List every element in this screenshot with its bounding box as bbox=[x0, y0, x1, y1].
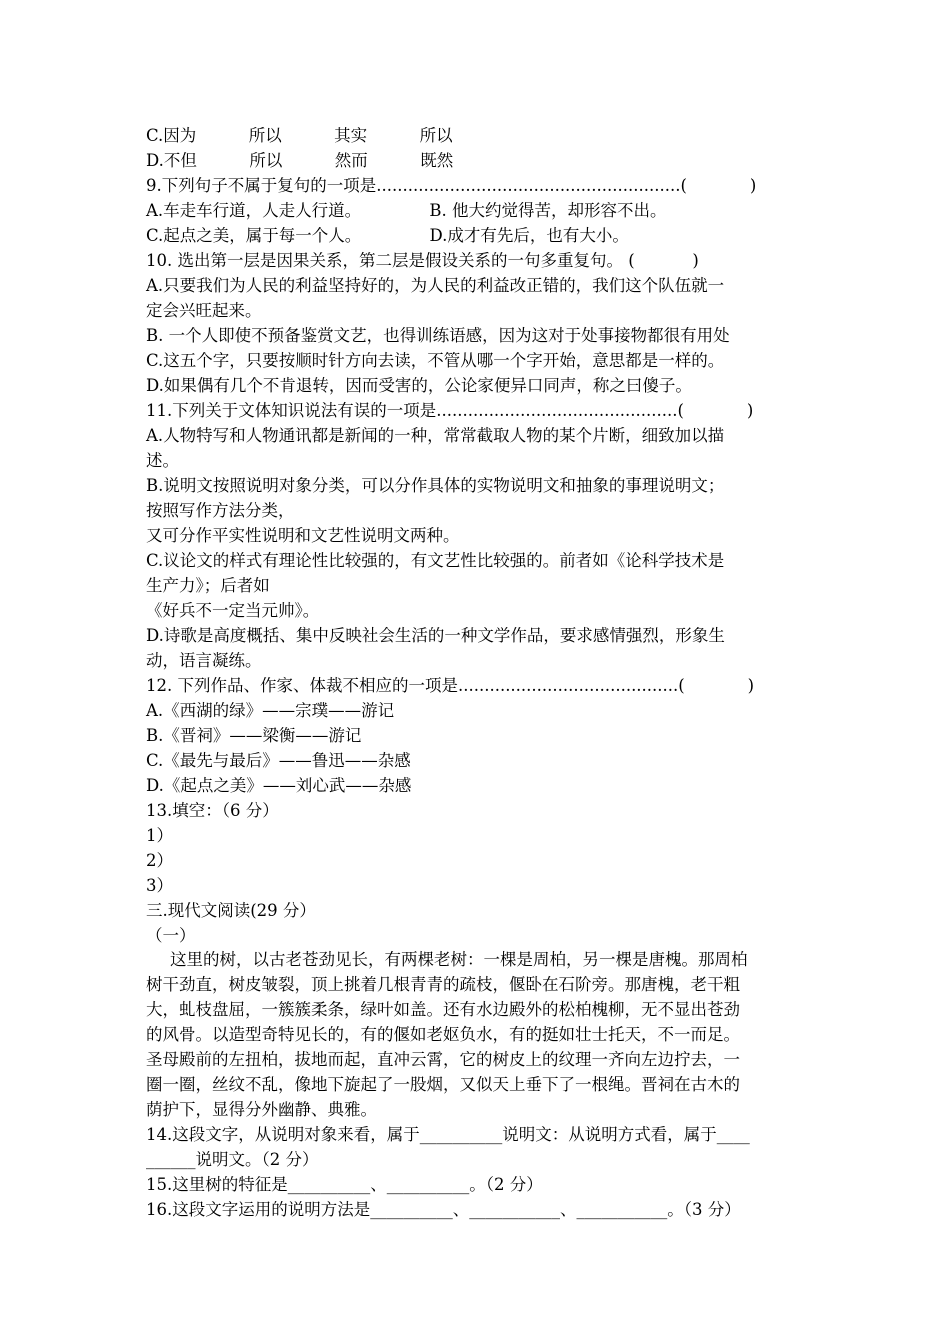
q9-stem: 9.下列句子不属于复句的一项是..........................................................( ) bbox=[146, 176, 757, 195]
q11-option-b: B.说明文按照说明对象分类，可以分作具体的实物说明文和抽象的事理说明文； bbox=[146, 476, 725, 495]
q11-option-c: C.议论文的样式有理论性比较强的，有文艺性比较强的。前者如《论科学技术是 bbox=[146, 551, 725, 570]
passage-line-3: 大，虬枝盘屈，一簇簇柔条，绿叶如盖。还有水边殿外的松柏槐柳，无不显出苍劲 bbox=[146, 1000, 740, 1019]
passage-line-7: 荫护下，显得分外幽静、典雅。 bbox=[146, 1100, 377, 1119]
section-3-heading: 三.现代文阅读(29 分） bbox=[146, 901, 316, 920]
q8-option-c: C.因为 所以 其实 所以 bbox=[146, 126, 453, 145]
q10-option-b: B. 一个人即使不预备鉴赏文艺，也得训练语感，因为这对于处事接物都很有用处 bbox=[146, 326, 730, 345]
q11-option-c-cont2: 《好兵不一定当元帅》。 bbox=[146, 601, 320, 620]
q11-stem: 11.下列关于文体知识说法有误的一项是..............................................( ) bbox=[146, 401, 754, 420]
q12-option-d: D.《起点之美》——刘心武——杂感 bbox=[146, 776, 412, 795]
q14-stem-cont: ______说明文。（2 分） bbox=[146, 1150, 319, 1169]
q12-option-c: C.《最先与最后》——鲁迅——杂感 bbox=[146, 751, 411, 770]
passage-line-5: 圣母殿前的左扭柏，拔地而起，直冲云霄，它的树皮上的纹理一齐向左边拧去，一 bbox=[146, 1050, 740, 1069]
q11-option-b-cont2: 又可分作平实性说明和文艺性说明文两种。 bbox=[146, 526, 460, 545]
q11-option-a: A.人物特写和人物通讯都是新闻的一种，常常截取人物的某个片断，细致加以描 bbox=[146, 426, 725, 445]
passage-line-6: 圈一圈，丝纹不乱，像地下旋起了一股烟，又似天上垂下了一根绳。晋祠在古木的 bbox=[146, 1075, 740, 1094]
passage-line-1: 这里的树，以古老苍劲见长，有两棵老树：一棵是周柏，另一棵是唐槐。那周柏 bbox=[170, 950, 748, 969]
q13-blank-2: 2） bbox=[146, 851, 173, 870]
q12-option-b: B.《晋祠》——梁衡——游记 bbox=[146, 726, 362, 745]
passage-line-4: 的风骨。以造型奇特见长的，有的偃如老妪负水，有的挺如壮士托天，不一而足。 bbox=[146, 1025, 740, 1044]
q9-options-cd: C.起点之美，属于每一个人。 D.成才有先后，也有大小。 bbox=[146, 226, 629, 245]
q12-stem: 12. 下列作品、作家、体裁不相应的一项是..........................................( ) bbox=[146, 676, 755, 695]
q12-option-a: A.《西湖的绿》——宗璞——游记 bbox=[146, 701, 395, 720]
q14-stem: 14.这段文字，从说明对象来看，属于__________说明文：从说明方式看，属于____ bbox=[146, 1125, 750, 1144]
q10-option-a-cont: 定会兴旺起来。 bbox=[146, 301, 262, 320]
q11-option-c-cont: 生产力》；后者如 bbox=[146, 576, 270, 595]
q11-option-d: D.诗歌是高度概括、集中反映社会生活的一种文学作品，要求感情强烈，形象生 bbox=[146, 626, 725, 645]
q13-blank-1: 1） bbox=[146, 826, 173, 845]
q15-stem: 15.这里树的特征是__________、__________。（2 分） bbox=[146, 1175, 543, 1194]
q8-option-d: D.不但 所以 然而 既然 bbox=[146, 151, 454, 170]
passage-1-label: （一） bbox=[146, 926, 196, 945]
q9-options-ab: A.车走车行道，人走人行道。 B. 他大约觉得苦，却形容不出。 bbox=[146, 201, 667, 220]
q10-option-a: A.只要我们为人民的利益坚持好的，为人民的利益改正错的，我们这个队伍就一 bbox=[146, 276, 725, 295]
q13-blank-3: 3） bbox=[146, 876, 173, 895]
q16-stem: 16.这段文字运用的说明方法是__________、___________、___________。（3 分） bbox=[146, 1200, 741, 1219]
q11-option-b-cont: 按照写作方法分类， bbox=[146, 501, 295, 520]
q11-option-d-cont: 动，语言凝练。 bbox=[146, 651, 262, 670]
q13-stem: 13.填空：（6 分） bbox=[146, 801, 279, 820]
q11-option-a-cont: 述。 bbox=[146, 451, 179, 470]
q10-stem: 10. 选出第一层是因果关系，第二层是假设关系的一句多重复句。 ( ) bbox=[146, 251, 699, 270]
q10-option-d: D.如果偶有几个不肯退转，因而受害的，公论家便异口同声，称之曰傻子。 bbox=[146, 376, 692, 395]
passage-line-2: 树干劲直，树皮皱裂，顶上挑着几根青青的疏枝，偃卧在石阶旁。那唐槐，老干粗 bbox=[146, 975, 740, 994]
q10-option-c: C.这五个字，只要按顺时针方向去读，不管从哪一个字开始，意思都是一样的。 bbox=[146, 351, 725, 370]
